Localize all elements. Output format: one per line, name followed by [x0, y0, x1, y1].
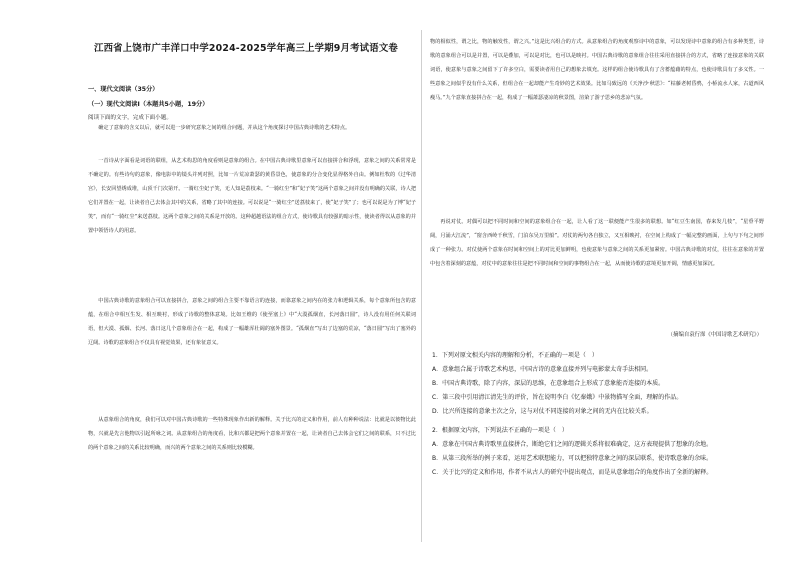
- question-2-option-a: A．意象在中国古典诗歌里直接拼合，断绝它们之间的逻辑关系将很难确定，这方表现提供了想象的余地。: [432, 440, 713, 448]
- question-1-option-c: C．第三段中引用清江清先生的评价，旨在说明李白《忆秦娥》中景物描写全面，理解的作品。: [432, 393, 683, 401]
- question-2-option-b: B．从第三段所举的例子来看，运用艺术联想能力，可以把独特意象之间的深层联系，使诗歌意象的余味。: [432, 454, 713, 462]
- right-paragraph-2: 再说对仗。对偶可以把不同时间和空间的意象组合在一起，让人看了这一联便能产生很多的联想。如“红豆生南国，春来发几枝”，“星垂平野阔，月涌大江流”，“窗含西岭千秋雪，门泊东吴万里船”。对仗的两句各自独立，又互相映衬，在空间上构成了一幅完整的画面，上句与下句之间形成了一种张力。对仗使两个意象在时间和空间上的对比更加鲜明，也使意象与意象之间的关系更加紧密。中国古典诗歌的对仗，往往在意象的并置中包含着深刻的意蕴，对仗中的意象往往是把不同时间和空间的事物组合在一起，从而使诗歌的意境更加开阔，情感更加深沉。: [430, 219, 764, 267]
- left-paragraph-1: 确定了意象的含义以后，就可以进一步研究意象之间的组合问题，并从这个角度探讨中国古典诗歌的艺术特点。: [98, 125, 351, 131]
- column-divider: [421, 30, 422, 542]
- source-citation: （摘编自袁行霈《中国诗歌艺术研究》）: [667, 332, 762, 338]
- question-2-option-c: C．关于比兴的定义和作用，作者不从古人的研究中提出观点，而是从意象组合的角度作出了全新的解释。: [432, 468, 713, 476]
- question-1: [432, 349, 764, 419]
- right-paragraph-1: 物的相似性，谓之比，物的触发性，谓之兴。”这是比兴组合的方式。从意象组合的角度观察诗中的意象，可以发现诗中意象的组合有多种类型，诗歌的意象组合可以是并置，可以是叠加，可以是对比，也可以是映衬。中国古典诗歌的意象组合往往采用直接拼合的方式，省略了连接意象的关联词语，使意象与意象之间留下了许多空白，需要读者用自己的想象去填充。这样的组合使诗歌具有了含蓄蕴藉的特点，也使诗歌具有了多义性。一些意象之间似乎没有什么关系，但组合在一起却能产生奇妙的艺术效果。比如马致远的《天净沙·秋思》：“枯藤老树昏鸦，小桥流水人家，古道西风瘦马。”九个意象直接拼合在一起，构成了一幅萧瑟凄凉的秋景图，渲染了游子思乡的悲凉气氛。: [430, 39, 764, 101]
- question-1-option-d: D．比兴所连接的意象主次之分，这与对仗不同连接的对象之间的无内在比较关系。: [432, 407, 653, 415]
- question-2-stem: 2．根据原文内容，下列说法不正确的一项是（ ）: [432, 427, 568, 434]
- left-paragraph-3: 中国古典诗歌的意象组合可以直接拼合，意象之间的组合主要不靠语言的连接，而靠意象之间内在的张力和逻辑关系，每个意象所包含的意蕴，在组合中相互生发、相互映衬，形成了诗歌的整体意境。比如王维的《使至塞上》中“大漠孤烟直，长河落日圆”，诗人没有用任何关联词语，但大漠、孤烟、长河、落日这几个意象组合在一起，构成了一幅雄浑壮阔的塞外图景。“孤烟直”写出了边塞的荒凉，“落日圆”写出了塞外的辽阔。诗歌的意象组合不仅具有视觉效果，还有象征意义。: [88, 298, 416, 346]
- subsection-heading: （一）现代文阅读Ⅰ（本题共5小题，19分）: [88, 101, 209, 108]
- reading-instruction: 阅读下面的文字，完成下面小题。: [88, 115, 172, 121]
- left-paragraph-2: 一首诗从字面看是词语的联组，从艺术构思的角度看则是意象的组合。在中国古典诗歌里意象可以直接拼合和浮现，意象之间的关系常常是不确定的。有些诗句的意象，像电影中的镜头并列对照，比如一片荒凉萧瑟的黄昏景色，使意象的分合变化显得格外自由。例如杜牧的《过华清宫》，长安回望绣成堆，山顶千门次第开。一骑红尘妃子笑，无人知是荔枝来。“一骑红尘”和“妃子笑”这两个意象之间并没有明确的关联，诗人把它们并置在一起，让读者自己去体会其中的关系，省略了其中的连接。可以说是“一骑红尘”送荔枝来了，使“妃子笑”了；也可以说是为了博“妃子笑”，而有“一骑红尘”来送荔枝。这两个意象之间的关系是开放的。这种超越语法的组合方式，使诗歌具有较强的暗示性，使读者得以从意象的并置中领悟诗人的用意。: [88, 158, 416, 234]
- question-2: [432, 424, 764, 480]
- section-heading: 一、现代文阅读（35分）: [88, 86, 159, 93]
- question-1-stem: 1．下列对原文相关内容的理解和分析，不正确的一项是（ ）: [432, 352, 598, 359]
- exam-title: 江西省上饶市广丰洋口中学2024-2025学年高三上学期9月考试语文卷: [94, 43, 398, 54]
- question-1-option-b: B．中国古典诗歌，除了内容，深层的思维，在意象组合上形成了意象能否连接的本质。: [432, 379, 665, 387]
- left-paragraph-4: 从意象组合的角度，我们可以对中国古典诗歌的一些特殊现象作出新的解释。关于比兴的定义和作用，前人有种种说法：比就是以彼物比此物，兴就是先言他物以引起所咏之词。从意象组合的角度看，比和兴都是把两个意象并置在一起，让读者自己去体会它们之间的联系，只不过比的两个意象之间的关系比较明确，而兴的两个意象之间的关系则比较模糊。: [88, 417, 416, 451]
- question-1-option-a: A．意象组合属于诗歌艺术构思，中国古诗的意象直接并列与电影蒙太奇手法相同。: [432, 365, 653, 373]
